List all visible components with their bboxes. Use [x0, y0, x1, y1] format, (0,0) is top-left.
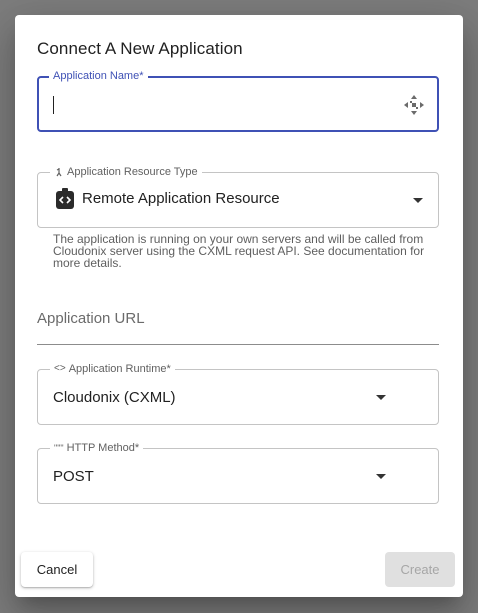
person-icon	[54, 167, 64, 177]
application-url-underline	[37, 344, 439, 345]
magic-wand-icon[interactable]	[403, 94, 425, 116]
application-runtime-select[interactable]	[37, 363, 439, 425]
application-runtime-value: Cloudonix (CXML)	[53, 389, 176, 406]
dropdown-arrow-icon[interactable]	[376, 474, 386, 479]
quote-icon: """	[54, 443, 64, 453]
http-method-label: HTTP Method*	[66, 442, 140, 454]
dialog-title: Connect A New Application	[37, 39, 243, 58]
resource-type-legend	[50, 165, 202, 179]
text-cursor-icon	[53, 96, 54, 114]
application-url-input[interactable]	[37, 315, 439, 343]
http-method-value: POST	[53, 468, 94, 485]
application-runtime-label: Application Runtime*	[68, 363, 171, 375]
application-runtime-legend	[50, 362, 175, 376]
resource-type-value: Remote Application Resource	[82, 190, 280, 207]
connect-application-dialog	[15, 15, 463, 597]
http-method-legend	[50, 441, 143, 455]
cancel-button[interactable]: Cancel	[21, 552, 93, 587]
code-icon: <>	[54, 363, 66, 374]
remote-resource-icon	[55, 188, 75, 210]
application-url-label: Application URL	[37, 310, 145, 327]
application-name-label: Application Name*	[49, 69, 148, 83]
create-button[interactable]: Create	[385, 552, 455, 587]
http-method-select[interactable]	[37, 442, 439, 504]
resource-type-help-text: The application is running on your own servers and will be called from Cloudonix server using the CXML request API. See documentation for more details.	[53, 232, 425, 270]
dropdown-arrow-icon[interactable]	[376, 395, 386, 400]
dropdown-arrow-icon[interactable]	[413, 198, 423, 203]
resource-type-select[interactable]	[37, 166, 439, 228]
resource-type-label: Application Resource Type	[67, 166, 198, 178]
application-name-field[interactable]	[37, 70, 439, 132]
